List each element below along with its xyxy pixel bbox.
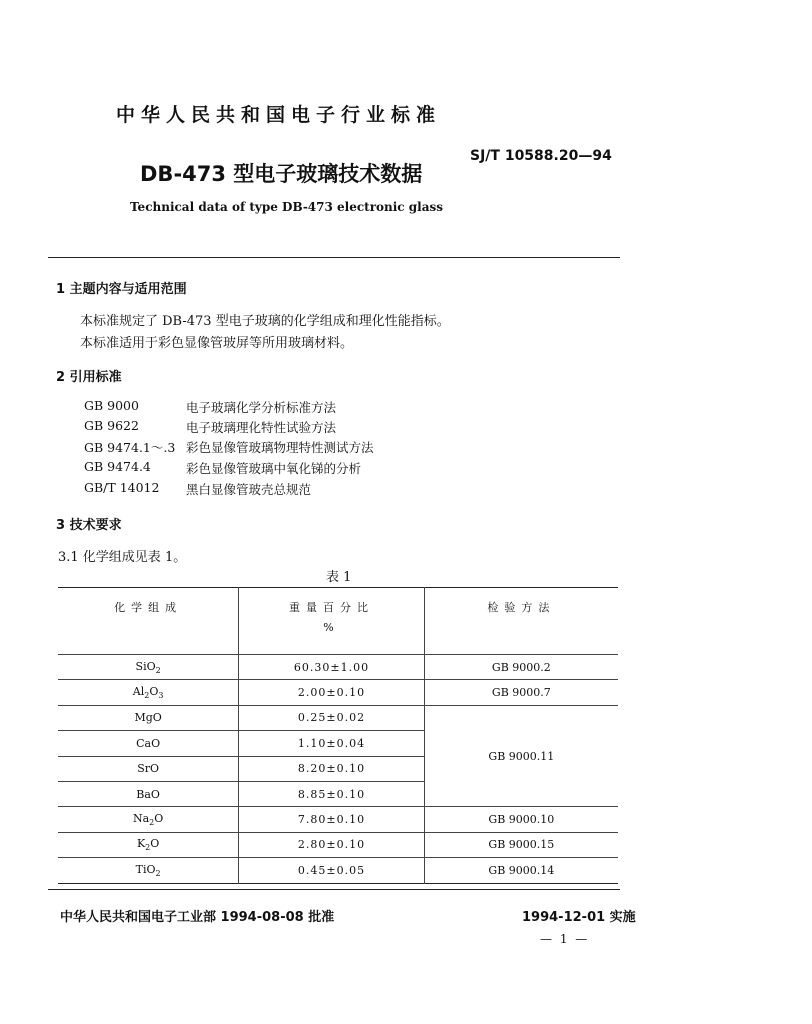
composition-cell: BaO: [58, 781, 239, 806]
ref-title: 电子玻璃化学分析标准方法: [186, 400, 337, 415]
method-cell-merged: GB 9000.11: [424, 705, 618, 807]
page-number: — 1 —: [540, 932, 590, 946]
header-test-method: 检验方法: [487, 601, 556, 614]
value-cell: 8.20±0.10: [239, 756, 424, 781]
section3-1-text: 3.1 化学组成见表 1。: [58, 550, 187, 565]
table-row: [58, 705, 618, 730]
table-row: [58, 807, 618, 832]
footer-rule: [48, 889, 620, 890]
value-cell: 60.30±1.00: [239, 655, 424, 680]
value-cell: 8.85±0.10: [239, 781, 424, 806]
table-row: [58, 832, 618, 857]
composition-cell: CaO: [58, 731, 239, 756]
ref-code: GB 9622: [84, 418, 139, 433]
ref-code: GB/T 14012: [84, 480, 160, 495]
document-title: DB-473 型电子玻璃技术数据: [140, 162, 423, 186]
composition-cell: $Na_2O$: [58, 807, 239, 832]
method-cell: GB 9000.14: [488, 863, 555, 877]
value-cell: 0.25±0.02: [239, 705, 424, 730]
section3-heading: 3 技术要求: [56, 518, 122, 533]
value-cell: 2.00±0.10: [239, 680, 424, 705]
table-row: [58, 858, 618, 883]
method-cell: GB 9000.2: [491, 660, 551, 674]
document-title-english: Technical data of type DB-473 electronic glass: [130, 200, 444, 214]
table-row: [58, 655, 618, 680]
ref-code: GB 9474.1～.3: [84, 440, 176, 455]
header-composition: 化学组成: [58, 588, 239, 655]
composition-cell: $K_2O$: [58, 832, 239, 857]
table-row: [58, 680, 618, 705]
standard-number: SJ/T 10588.20—94: [470, 148, 612, 164]
section1-heading: 1 主题内容与适用范围: [56, 282, 187, 297]
section1-para2: 本标准适用于彩色显像管玻屏等所用玻璃材料。: [80, 336, 354, 351]
value-cell: 0.45±0.05: [239, 858, 424, 883]
value-cell: 1.10±0.04: [239, 731, 424, 756]
value-cell: 7.80±0.10: [239, 807, 424, 832]
table-header-row: [58, 588, 618, 655]
ref-title: 彩色显像管玻璃物理特性测试方法: [186, 440, 374, 455]
header-weight-percent: [239, 588, 424, 655]
section1-para1: 本标准规定了 DB-473 型电子玻璃的化学组成和理化性能指标。: [80, 314, 450, 329]
header-weight-percent-label: 重量百分比: [288, 601, 374, 614]
header-rule: [48, 257, 620, 258]
value-cell: 2.80±0.10: [239, 832, 424, 857]
ref-code: GB 9474.4: [84, 459, 151, 474]
method-cell: GB 9000.7: [491, 686, 551, 700]
composition-cell: SiO$_2$: [58, 655, 239, 680]
effective-date: 1994-12-01 实施: [522, 910, 636, 925]
organization-header: 中华人民共和国电子行业标准: [116, 104, 442, 126]
method-cell: GB 9000.15: [488, 838, 555, 852]
composition-cell: MgO: [58, 705, 239, 730]
section2-heading: 2 引用标准: [56, 370, 122, 385]
approval-statement: 中华人民共和国电子工业部 1994-08-08 批准: [60, 910, 335, 925]
ref-title: 彩色显像管玻璃中氧化锑的分析: [186, 461, 362, 476]
method-cell: GB 9000.10: [488, 813, 555, 827]
composition-cell: $Al_2O_3$: [58, 680, 239, 705]
table-caption: 表 1: [326, 570, 352, 585]
ref-title: 黑白显像管玻壳总规范: [186, 482, 312, 497]
ref-title: 电子玻璃理化特性试验方法: [186, 420, 337, 435]
header-percent-unit: %: [323, 621, 340, 634]
ref-code: GB 9000: [84, 398, 139, 413]
chemical-composition-table: [58, 587, 618, 884]
composition-cell: TiO$_2$: [58, 858, 239, 883]
composition-cell: SrO: [58, 756, 239, 781]
